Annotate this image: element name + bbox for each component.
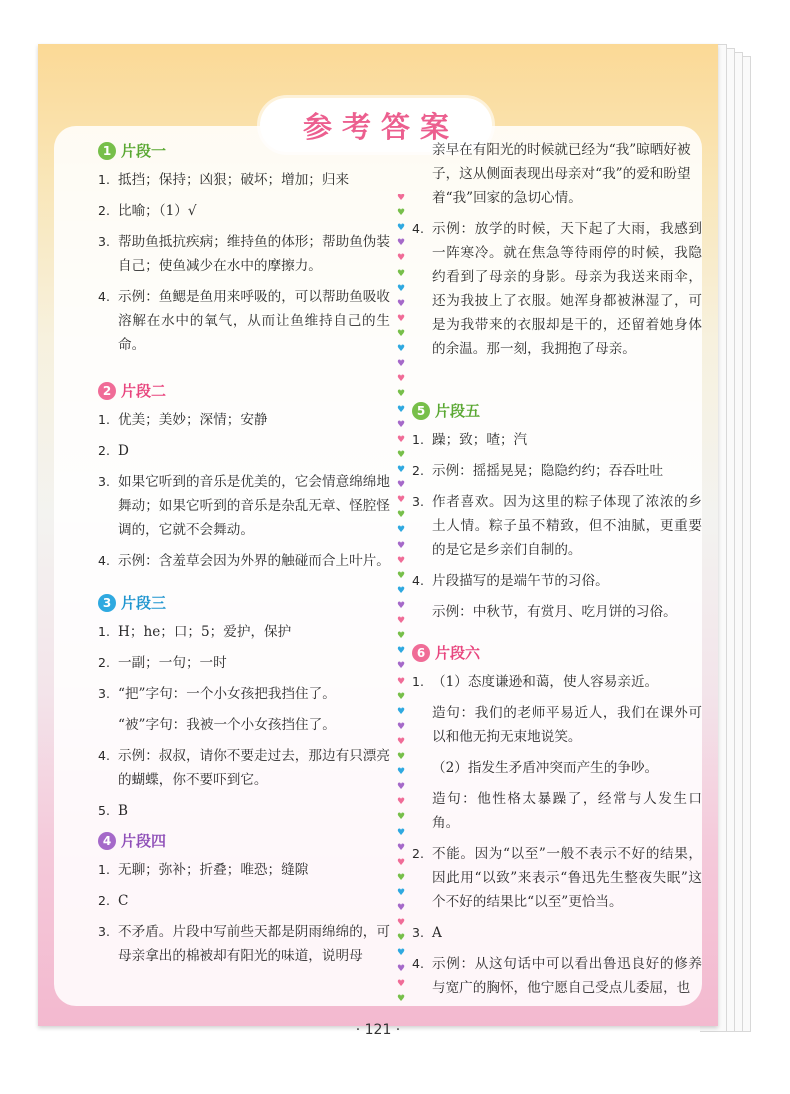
book-page bbox=[38, 44, 718, 1038]
item-number: 2. bbox=[412, 846, 424, 861]
item-number: 1. bbox=[98, 172, 110, 187]
heart-icon: ♥ bbox=[396, 434, 406, 445]
answer-text: 片段描写的是端午节的习俗。 bbox=[432, 573, 609, 589]
heart-icon: ♥ bbox=[396, 404, 406, 415]
section-number-badge: 6 bbox=[412, 644, 430, 662]
heart-icon: ♥ bbox=[396, 872, 406, 883]
answer-text: 不矛盾。片段中写前些天都是阴雨绵绵的，可母亲拿出的棉被却有阳光的味道，说明母 bbox=[118, 924, 390, 964]
heart-icon: ♥ bbox=[396, 812, 406, 823]
section-5 bbox=[412, 398, 702, 631]
answer-text: B bbox=[118, 803, 128, 819]
heart-icon: ♥ bbox=[396, 495, 406, 506]
item-number: 2. bbox=[98, 203, 110, 218]
heart-icon: ♥ bbox=[396, 616, 406, 627]
heart-icon: ♥ bbox=[396, 480, 406, 491]
item-number: 1. bbox=[412, 674, 424, 689]
heart-icon: ♥ bbox=[396, 268, 406, 279]
heart-icon: ♥ bbox=[396, 510, 406, 521]
answer-text: 亲早在有阳光的时候就已经为“我”晾晒好被子，这从侧面表现出母亲对“我”的爱和盼望着“我”回家的急切心情。 bbox=[432, 142, 691, 206]
item-number: 4. bbox=[98, 289, 110, 304]
answer-text: 抵挡；保持；凶狠；破坏；增加；归来 bbox=[118, 172, 350, 188]
section-heading: 片段五 bbox=[435, 402, 481, 420]
heart-icon: ♥ bbox=[396, 752, 406, 763]
section-heading: 片段三 bbox=[121, 594, 167, 612]
answer-text: A bbox=[432, 925, 442, 941]
heart-icon: ♥ bbox=[396, 570, 406, 581]
item-number: 4. bbox=[412, 221, 424, 236]
item-number: 3. bbox=[98, 474, 110, 489]
heart-icon: ♥ bbox=[396, 238, 406, 249]
heart-icon: ♥ bbox=[396, 963, 406, 974]
section-heading: 片段四 bbox=[121, 832, 167, 850]
answer-text: 示例：含羞草会因为外界的触碰而合上叶片。 bbox=[118, 553, 390, 569]
section-4-continued bbox=[412, 138, 702, 368]
item-number: 1. bbox=[98, 624, 110, 639]
answer-text: 示例：鱼鳃是鱼用来呼吸的，可以帮助鱼吸收溶解在水中的氧气，从而让鱼维持自己的生命。 bbox=[118, 289, 390, 353]
heart-icon: ♥ bbox=[396, 691, 406, 702]
heart-icon: ♥ bbox=[396, 993, 406, 1004]
item-number bbox=[412, 756, 432, 780]
answer-text: “把”字句：一个小女孩把我挡住了。 bbox=[118, 686, 336, 702]
answer-text: 不能。因为“以至”一般不表示不好的结果，因此用“以致”来表示“鲁迅先生整夜失眠”这个不好的结果比“以至”更恰当。 bbox=[432, 846, 702, 910]
item-number bbox=[412, 600, 432, 624]
section-number-badge: 4 bbox=[98, 832, 116, 850]
answer-text: 帮助鱼抵抗疾病；维持鱼的体形；帮助鱼伪装自己；使鱼减少在水中的摩擦力。 bbox=[118, 234, 390, 274]
heart-icon: ♥ bbox=[396, 857, 406, 868]
section-3 bbox=[98, 590, 390, 830]
answer-text: 示例：叔叔，请你不要走过去，那边有只漂亮的蝴蝶，你不要吓到它。 bbox=[118, 748, 390, 788]
item-number: 2. bbox=[98, 655, 110, 670]
heart-icon: ♥ bbox=[396, 721, 406, 732]
heart-icon: ♥ bbox=[396, 525, 406, 536]
answer-text: 示例：放学的时候，天下起了大雨，我感到一阵寒冷。就在焦急等待雨停的时候，我隐约看到了母亲的身影。母亲为我送来雨伞，还为我披上了衣服。她浑身都被淋湿了，可是为我带来的衣服却是干的，还留着她身体的余温。那一刻，我拥抱了母亲。 bbox=[432, 221, 702, 357]
section-4 bbox=[98, 828, 390, 975]
heart-icon: ♥ bbox=[396, 782, 406, 793]
answer-text: 示例：摇摇晃晃；隐隐约约；吞吞吐吐 bbox=[432, 463, 664, 479]
section-heading: 片段六 bbox=[435, 644, 481, 662]
heart-icon: ♥ bbox=[396, 827, 406, 838]
answer-text: C bbox=[118, 893, 129, 909]
heart-icon: ♥ bbox=[396, 646, 406, 657]
answer-text: H；he；口；5；爱护，保护 bbox=[118, 624, 292, 640]
item-number: 3. bbox=[98, 924, 110, 939]
item-number: 2. bbox=[98, 893, 110, 908]
heart-icon: ♥ bbox=[396, 464, 406, 475]
heart-icon: ♥ bbox=[396, 736, 406, 747]
section-6 bbox=[412, 640, 702, 1007]
answer-text: 作者喜欢。因为这里的粽子体现了浓浓的乡土人情。粽子虽不精致，但不油腻，更重要的是它是乡亲们自制的。 bbox=[432, 494, 702, 558]
heart-icon: ♥ bbox=[396, 389, 406, 400]
answer-text: “被”字句：我被一个小女孩挡住了。 bbox=[118, 717, 336, 733]
section-number-badge: 1 bbox=[98, 142, 116, 160]
answer-text: 造句：他性格太暴躁了，经常与人发生口角。 bbox=[432, 791, 702, 831]
page-number: · 121 · bbox=[355, 1022, 401, 1038]
heart-divider bbox=[395, 194, 407, 1004]
heart-icon: ♥ bbox=[396, 903, 406, 914]
heart-icon: ♥ bbox=[396, 208, 406, 219]
item-number: 3. bbox=[98, 234, 110, 249]
answer-text: 优美；美妙；深情；安静 bbox=[118, 412, 268, 428]
heart-icon: ♥ bbox=[396, 600, 406, 611]
item-number: 3. bbox=[412, 494, 424, 509]
answer-text: （2）指发生矛盾冲突而产生的争吵。 bbox=[432, 760, 659, 776]
heart-icon: ♥ bbox=[396, 888, 406, 899]
heart-icon: ♥ bbox=[396, 555, 406, 566]
heart-icon: ♥ bbox=[396, 585, 406, 596]
heart-icon: ♥ bbox=[396, 359, 406, 370]
heart-icon: ♥ bbox=[396, 933, 406, 944]
answer-text: D bbox=[118, 443, 129, 459]
heart-icon: ♥ bbox=[396, 540, 406, 551]
heart-icon: ♥ bbox=[396, 374, 406, 385]
heart-icon: ♥ bbox=[396, 449, 406, 460]
item-number: 1. bbox=[98, 412, 110, 427]
section-heading: 片段一 bbox=[121, 142, 167, 160]
heart-icon: ♥ bbox=[396, 706, 406, 717]
item-number: 1. bbox=[98, 862, 110, 877]
heart-icon: ♥ bbox=[396, 419, 406, 430]
item-number: 2. bbox=[412, 463, 424, 478]
heart-icon: ♥ bbox=[396, 194, 406, 203]
heart-icon: ♥ bbox=[396, 631, 406, 642]
heart-icon: ♥ bbox=[396, 978, 406, 989]
item-number: 3. bbox=[412, 925, 424, 940]
heart-icon: ♥ bbox=[396, 344, 406, 355]
answer-text: （1）态度谦逊和蔼，使人容易亲近。 bbox=[432, 674, 659, 690]
answer-text: 示例：从这句话中可以看出鲁迅良好的修养与宽广的胸怀，他宁愿自己受点儿委屈，也 bbox=[432, 956, 702, 996]
item-number: 4. bbox=[98, 553, 110, 568]
heart-icon: ♥ bbox=[396, 328, 406, 339]
heart-icon: ♥ bbox=[396, 797, 406, 808]
heart-icon: ♥ bbox=[396, 676, 406, 687]
heart-icon: ♥ bbox=[396, 767, 406, 778]
section-number-badge: 3 bbox=[98, 594, 116, 612]
heart-icon: ♥ bbox=[396, 918, 406, 929]
answer-text: 示例：中秋节，有赏月、吃月饼的习俗。 bbox=[432, 604, 677, 620]
heart-icon: ♥ bbox=[396, 298, 406, 309]
answer-text: 一副；一句；一时 bbox=[118, 655, 227, 671]
item-number: 2. bbox=[98, 443, 110, 458]
answer-text: 如果它听到的音乐是优美的，它会情意绵绵地舞动；如果它听到的音乐是杂乱无章、怪腔怪调的，它就不会舞动。 bbox=[118, 474, 390, 538]
item-number: 4. bbox=[412, 956, 424, 971]
item-number bbox=[412, 701, 432, 749]
item-number: 4. bbox=[412, 573, 424, 588]
heart-icon: ♥ bbox=[396, 223, 406, 234]
item-number: 1. bbox=[412, 432, 424, 447]
answer-text: 造句：我们的老师平易近人，我们在课外可以和他无拘无束地说笑。 bbox=[432, 705, 702, 745]
heart-icon: ♥ bbox=[396, 842, 406, 853]
heart-icon: ♥ bbox=[396, 661, 406, 672]
item-number: 3. bbox=[98, 686, 110, 701]
section-number-badge: 5 bbox=[412, 402, 430, 420]
item-number bbox=[98, 713, 118, 737]
section-number-badge: 2 bbox=[98, 382, 116, 400]
section-1 bbox=[98, 138, 390, 364]
heart-icon: ♥ bbox=[396, 313, 406, 324]
item-number: 5. bbox=[98, 803, 110, 818]
section-heading: 片段二 bbox=[121, 382, 167, 400]
page-title: 参考答案 bbox=[302, 109, 459, 144]
item-number: 4. bbox=[98, 748, 110, 763]
item-number bbox=[412, 787, 432, 835]
heart-icon: ♥ bbox=[396, 948, 406, 959]
heart-icon: ♥ bbox=[396, 283, 406, 294]
heart-icon: ♥ bbox=[396, 253, 406, 264]
section-2 bbox=[98, 378, 390, 580]
answer-text: 躁；致；喳；汽 bbox=[432, 432, 528, 448]
answer-text: 无聊；弥补；折叠；唯恐；缝隙 bbox=[118, 862, 309, 878]
answer-text: 比喻；（1）√ bbox=[118, 203, 197, 219]
